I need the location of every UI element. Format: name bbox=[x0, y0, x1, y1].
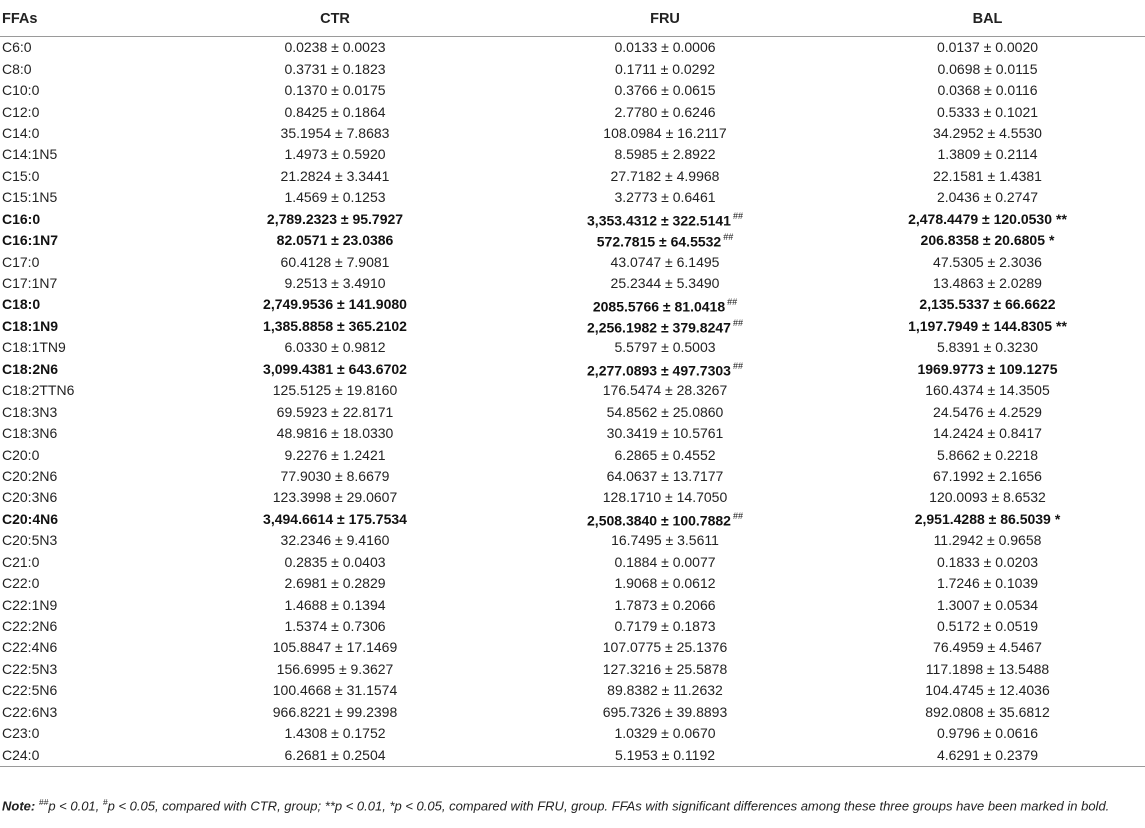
fru-value-cell bbox=[500, 487, 830, 508]
ffa-name-cell: C16:1N7 bbox=[2, 232, 59, 249]
header-bal: BAL bbox=[830, 2, 1145, 37]
bal-value: 1,197.7949 ± 144.8305 bbox=[908, 317, 1053, 334]
fru-value-cell bbox=[500, 573, 830, 594]
bal-value-cell bbox=[830, 273, 1145, 294]
ctr-value-cell: 1.4973 ± 0.5920 bbox=[284, 146, 386, 163]
fru-value: 107.0775 ± 25.1376 bbox=[602, 639, 728, 656]
fru-value-cell bbox=[500, 273, 830, 294]
ctr-value-cell: 3,494.6614 ± 175.7534 bbox=[263, 510, 407, 527]
fru-value-cell bbox=[500, 58, 830, 79]
table-row bbox=[0, 230, 1145, 251]
fru-value-cell bbox=[500, 744, 830, 766]
ctr-value-cell: 2.6981 ± 0.2829 bbox=[284, 575, 386, 592]
ffa-name-cell: C22:0 bbox=[2, 575, 40, 592]
ffa-name-cell: C22:4N6 bbox=[2, 639, 58, 656]
fru-value-cell bbox=[500, 530, 830, 551]
ctr-value-cell: 1.5374 ± 0.7306 bbox=[284, 618, 386, 635]
table-row bbox=[0, 594, 1145, 615]
fru-value: 176.5474 ± 28.3267 bbox=[602, 382, 728, 399]
fru-value-cell bbox=[500, 187, 830, 208]
ffa-name-cell: C21:0 bbox=[2, 553, 40, 570]
bal-value-cell bbox=[830, 573, 1145, 594]
ctr-value-cell: 0.0238 ± 0.0023 bbox=[284, 39, 386, 56]
fru-value-cell bbox=[500, 401, 830, 422]
bal-value: 0.5172 ± 0.0519 bbox=[936, 618, 1039, 635]
fru-value: 6.2865 ± 0.4552 bbox=[614, 446, 716, 463]
bal-value: 1.7246 ± 0.1039 bbox=[936, 575, 1039, 592]
fru-significance-mark: ## bbox=[732, 210, 743, 221]
bal-value-cell bbox=[830, 58, 1145, 79]
ffa-name-cell: C6:0 bbox=[2, 39, 32, 56]
fru-value-cell bbox=[500, 337, 830, 358]
bal-value-cell bbox=[830, 401, 1145, 422]
fru-value: 2.7780 ± 0.6246 bbox=[614, 103, 716, 120]
bal-value-cell bbox=[830, 509, 1145, 530]
ctr-value-cell: 48.9816 ± 18.0330 bbox=[276, 425, 394, 442]
table-row bbox=[0, 166, 1145, 187]
ctr-value-cell: 0.2835 ± 0.0403 bbox=[284, 553, 386, 570]
ctr-value-cell: 9.2276 ± 1.2421 bbox=[284, 446, 386, 463]
bal-value-cell bbox=[830, 80, 1145, 101]
bal-value-cell bbox=[830, 552, 1145, 573]
ctr-value-cell: 105.8847 ± 17.1469 bbox=[272, 639, 398, 656]
ctr-value-cell: 21.2824 ± 3.3441 bbox=[280, 167, 390, 184]
table-row bbox=[0, 80, 1145, 101]
fru-value-cell bbox=[500, 659, 830, 680]
fru-value: 54.8562 ± 25.0860 bbox=[606, 403, 724, 420]
ffa-name-cell: C12:0 bbox=[2, 103, 40, 120]
ctr-value-cell: 1.4569 ± 0.1253 bbox=[284, 189, 386, 206]
ffa-name-cell: C18:3N6 bbox=[2, 425, 58, 442]
fru-value-cell bbox=[500, 380, 830, 401]
table-row bbox=[0, 723, 1145, 744]
fru-value-cell bbox=[500, 144, 830, 165]
fru-value-cell bbox=[500, 466, 830, 487]
ffa-name-cell: C22:5N3 bbox=[2, 660, 58, 677]
bal-value: 34.2952 ± 4.5530 bbox=[933, 124, 1042, 141]
fru-value: 64.0637 ± 13.7177 bbox=[606, 467, 724, 484]
bal-value-cell bbox=[830, 294, 1145, 315]
bal-value: 1.3007 ± 0.0534 bbox=[936, 596, 1039, 613]
fru-value: 25.2344 ± 5.3490 bbox=[610, 275, 720, 292]
fru-value: 1.0329 ± 0.0670 bbox=[614, 725, 716, 742]
bal-value: 11.2942 ± 0.9658 bbox=[933, 532, 1042, 549]
table-row bbox=[0, 616, 1145, 637]
fru-value: 0.7179 ± 0.1873 bbox=[614, 618, 716, 635]
bal-value: 5.8391 ± 0.3230 bbox=[936, 339, 1039, 356]
fru-value: 108.0984 ± 16.2117 bbox=[603, 124, 727, 141]
fru-value-cell bbox=[500, 166, 830, 187]
table-row bbox=[0, 251, 1145, 272]
ffa-name-cell: C20:4N6 bbox=[2, 510, 59, 527]
fru-value-cell bbox=[500, 723, 830, 744]
bal-value: 22.1581 ± 1.4381 bbox=[933, 167, 1042, 184]
ctr-value-cell: 156.6995 ± 9.3627 bbox=[276, 660, 394, 677]
bal-value-cell bbox=[830, 702, 1145, 723]
bal-value: 2.0436 ± 0.2747 bbox=[936, 189, 1039, 206]
fru-value: 3,353.4312 ± 322.5141 bbox=[587, 212, 731, 229]
fru-significance-mark: ## bbox=[732, 318, 743, 329]
ffa-name-cell: C16:0 bbox=[2, 210, 41, 227]
bal-value-cell bbox=[830, 230, 1145, 251]
bal-value: 1969.9773 ± 109.1275 bbox=[917, 360, 1058, 377]
bal-value-cell bbox=[830, 680, 1145, 701]
bal-value-cell bbox=[830, 187, 1145, 208]
ctr-value-cell: 35.1954 ± 7.8683 bbox=[280, 124, 390, 141]
ctr-value-cell: 2,789.2323 ± 95.7927 bbox=[266, 210, 404, 227]
fru-value: 695.7326 ± 39.8893 bbox=[602, 703, 728, 720]
fru-value: 43.0747 ± 6.1495 bbox=[610, 253, 720, 270]
bal-value: 2,478.4479 ± 120.0530 bbox=[908, 210, 1053, 227]
ctr-value-cell: 1.4308 ± 0.1752 bbox=[284, 725, 386, 742]
bal-value-cell bbox=[830, 209, 1145, 230]
fru-value: 89.8382 ± 11.2632 bbox=[607, 682, 723, 699]
bal-significance-mark: * bbox=[1049, 232, 1055, 249]
fru-value: 2,508.3840 ± 100.7882 bbox=[587, 512, 731, 529]
ffa-name-cell: C18:0 bbox=[2, 296, 41, 313]
fru-value: 0.1711 ± 0.0292 bbox=[614, 60, 716, 77]
fru-value: 5.1953 ± 0.1192 bbox=[614, 746, 716, 763]
ffa-name-cell: C18:1TN9 bbox=[2, 339, 66, 356]
table-row bbox=[0, 659, 1145, 680]
bal-value: 117.1898 ± 13.5488 bbox=[925, 660, 1050, 677]
fru-value: 16.7495 ± 3.5611 bbox=[611, 532, 719, 549]
fru-value-cell bbox=[500, 702, 830, 723]
fru-value: 0.1884 ± 0.0077 bbox=[614, 553, 716, 570]
ffa-name-cell: C18:1N9 bbox=[2, 317, 59, 334]
table-row bbox=[0, 744, 1145, 766]
bal-value-cell bbox=[830, 616, 1145, 637]
bal-value-cell bbox=[830, 359, 1145, 380]
fru-value-cell bbox=[500, 637, 830, 658]
bal-value-cell bbox=[830, 744, 1145, 766]
header-ffas: FFAs bbox=[0, 2, 170, 37]
fru-value: 1.9068 ± 0.0612 bbox=[614, 575, 716, 592]
fru-significance-mark: ## bbox=[727, 296, 738, 307]
ctr-value-cell: 3,099.4381 ± 643.6702 bbox=[263, 360, 407, 377]
table-row bbox=[0, 37, 1145, 59]
fru-value-cell bbox=[500, 316, 830, 337]
ctr-value-cell: 69.5923 ± 22.8171 bbox=[276, 403, 394, 420]
ffa-name-cell: C24:0 bbox=[0, 744, 170, 766]
fru-value-cell bbox=[500, 37, 830, 59]
bal-value: 24.5476 ± 4.2529 bbox=[933, 403, 1042, 420]
fru-value-cell bbox=[500, 444, 830, 465]
bal-value-cell bbox=[830, 380, 1145, 401]
ctr-value-cell: 123.3998 ± 29.0607 bbox=[272, 489, 398, 506]
bal-value: 0.0137 ± 0.0020 bbox=[936, 39, 1039, 56]
fru-value: 3.2773 ± 0.6461 bbox=[614, 189, 716, 206]
bal-value-cell bbox=[830, 594, 1145, 615]
table-row bbox=[0, 316, 1145, 337]
bal-value: 1.3809 ± 0.2114 bbox=[937, 146, 1038, 163]
table-row bbox=[0, 509, 1145, 530]
table-row bbox=[0, 466, 1145, 487]
fru-value-cell bbox=[500, 616, 830, 637]
fru-value: 572.7815 ± 64.5532 bbox=[596, 233, 722, 250]
table-row bbox=[0, 702, 1145, 723]
fru-value: 128.1710 ± 14.7050 bbox=[602, 489, 728, 506]
ffa-name-cell: C22:2N6 bbox=[2, 618, 58, 635]
ctr-value-cell: 0.3731 ± 0.1823 bbox=[284, 60, 386, 77]
ctr-value-cell: 100.4668 ± 31.1574 bbox=[272, 682, 398, 699]
fru-value-cell bbox=[500, 251, 830, 272]
table-footnote bbox=[2, 793, 1140, 815]
ctr-value-cell: 6.2681 ± 0.2504 bbox=[170, 744, 500, 766]
ctr-value-cell: 1.4688 ± 0.1394 bbox=[284, 596, 386, 613]
ffa-name-cell: C10:0 bbox=[2, 82, 40, 99]
ffa-name-cell: C17:0 bbox=[2, 253, 40, 270]
bal-significance-mark: ** bbox=[1056, 317, 1067, 334]
table-row bbox=[0, 273, 1145, 294]
ffa-name-cell: C22:1N9 bbox=[2, 596, 58, 613]
table-row bbox=[0, 637, 1145, 658]
note-sup-double-hash: ## bbox=[38, 797, 49, 807]
table-row bbox=[0, 144, 1145, 165]
bal-value-cell bbox=[830, 723, 1145, 744]
ffa-name-cell: C18:2TTN6 bbox=[2, 382, 75, 399]
table-row bbox=[0, 58, 1145, 79]
bal-value: 0.5333 ± 0.1021 bbox=[936, 103, 1039, 120]
fru-value-cell bbox=[500, 423, 830, 444]
ctr-value-cell: 0.1370 ± 0.0175 bbox=[284, 82, 386, 99]
bal-value: 160.4374 ± 14.3505 bbox=[925, 382, 1050, 399]
fru-value: 2,277.0893 ± 497.7303 bbox=[587, 362, 731, 379]
bal-value-cell bbox=[830, 530, 1145, 551]
table-row bbox=[0, 123, 1145, 144]
ffa-name-cell: C17:1N7 bbox=[2, 275, 58, 292]
fru-value: 0.0133 ± 0.0006 bbox=[614, 39, 716, 56]
fru-value-cell bbox=[500, 80, 830, 101]
fru-value: 30.3419 ± 10.5761 bbox=[606, 425, 724, 442]
table-row bbox=[0, 209, 1145, 230]
bal-significance-mark: * bbox=[1054, 510, 1061, 527]
bal-value: 120.0093 ± 8.6532 bbox=[929, 489, 1046, 506]
fru-value-cell bbox=[500, 359, 830, 380]
ffa-name-cell: C22:6N3 bbox=[2, 703, 58, 720]
fru-value-cell bbox=[500, 209, 830, 230]
fru-value: 0.3766 ± 0.0615 bbox=[614, 82, 716, 99]
bal-value: 0.9796 ± 0.0616 bbox=[936, 725, 1039, 742]
header-ctr: CTR bbox=[170, 2, 500, 37]
ffa-name-cell: C14:0 bbox=[2, 124, 40, 141]
note-label: Note: bbox=[2, 798, 36, 814]
bal-value: 0.0368 ± 0.0116 bbox=[937, 82, 1038, 99]
bal-value: 2,135.5337 ± 66.6622 bbox=[919, 296, 1056, 313]
table-row bbox=[0, 530, 1145, 551]
fru-value-cell bbox=[500, 594, 830, 615]
bal-value: 13.4863 ± 2.0289 bbox=[933, 275, 1042, 292]
fru-value-cell bbox=[500, 101, 830, 122]
ffa-name-cell: C15:0 bbox=[2, 167, 40, 184]
bal-value-cell bbox=[830, 37, 1145, 59]
bal-significance-mark: ** bbox=[1056, 210, 1067, 227]
ffa-name-cell: C23:0 bbox=[2, 725, 40, 742]
bal-value-cell bbox=[830, 637, 1145, 658]
bal-value-cell bbox=[830, 101, 1145, 122]
table-body bbox=[0, 37, 1145, 767]
ffa-name-cell: C20:0 bbox=[2, 446, 40, 463]
ffa-name-cell: C18:2N6 bbox=[2, 360, 59, 377]
ffa-name-cell: C18:3N3 bbox=[2, 403, 58, 420]
fru-value: 1.7873 ± 0.2066 bbox=[614, 596, 716, 613]
bal-value-cell bbox=[830, 659, 1145, 680]
fru-value-cell bbox=[500, 294, 830, 315]
ctr-value-cell: 6.0330 ± 0.9812 bbox=[284, 339, 386, 356]
fru-value: 2085.5766 ± 81.0418 bbox=[592, 298, 726, 315]
table-row bbox=[0, 359, 1145, 380]
ffa-name-cell: C14:1N5 bbox=[2, 146, 58, 163]
bal-value-cell bbox=[830, 166, 1145, 187]
table-row bbox=[0, 337, 1145, 358]
table-row bbox=[0, 294, 1145, 315]
fru-value-cell bbox=[500, 123, 830, 144]
note-text-1: p < 0.01, bbox=[48, 798, 103, 814]
table-row bbox=[0, 401, 1145, 422]
ffa-name-cell: C20:2N6 bbox=[2, 467, 58, 484]
bal-value: 4.6291 ± 0.2379 bbox=[936, 746, 1039, 763]
ctr-value-cell: 125.5125 ± 19.8160 bbox=[272, 382, 398, 399]
ctr-value-cell: 32.2346 ± 9.4160 bbox=[280, 532, 390, 549]
bal-value-cell bbox=[830, 423, 1145, 444]
ctr-value-cell: 77.9030 ± 8.6679 bbox=[280, 467, 390, 484]
bal-value-cell bbox=[830, 337, 1145, 358]
bal-value: 76.4959 ± 4.5467 bbox=[933, 639, 1042, 656]
ffa-name-cell: C20:3N6 bbox=[2, 489, 58, 506]
ctr-value-cell: 9.2513 ± 3.4910 bbox=[284, 275, 386, 292]
bal-value-cell bbox=[830, 316, 1145, 337]
ctr-value-cell: 966.8221 ± 99.2398 bbox=[272, 703, 398, 720]
fru-value-cell bbox=[500, 230, 830, 251]
fru-significance-mark: ## bbox=[732, 511, 743, 522]
ffa-name-cell: C22:5N6 bbox=[2, 682, 58, 699]
bal-value-cell bbox=[830, 444, 1145, 465]
table-row bbox=[0, 187, 1145, 208]
bal-value: 14.2424 ± 0.8417 bbox=[933, 425, 1042, 442]
bal-value: 0.0698 ± 0.0115 bbox=[937, 60, 1038, 77]
header-row bbox=[0, 2, 1145, 37]
table-header bbox=[0, 2, 1145, 37]
table-row bbox=[0, 573, 1145, 594]
table-row bbox=[0, 423, 1145, 444]
table-row bbox=[0, 444, 1145, 465]
bal-value: 206.8358 ± 20.6805 bbox=[920, 232, 1045, 249]
fru-value: 8.5985 ± 2.8922 bbox=[614, 146, 716, 163]
ffa-name-cell: C20:5N3 bbox=[2, 532, 58, 549]
bal-value-cell bbox=[830, 466, 1145, 487]
fru-value: 5.5797 ± 0.5003 bbox=[614, 339, 716, 356]
bal-value: 0.1833 ± 0.0203 bbox=[936, 553, 1039, 570]
bal-value: 104.4745 ± 12.4036 bbox=[925, 682, 1050, 699]
bal-value-cell bbox=[830, 144, 1145, 165]
bal-value: 5.8662 ± 0.2218 bbox=[936, 446, 1039, 463]
ffa-name-cell: C8:0 bbox=[2, 60, 32, 77]
bal-value-cell bbox=[830, 123, 1145, 144]
bal-value: 892.0808 ± 35.6812 bbox=[925, 703, 1050, 720]
bal-value: 2,951.4288 ± 86.5039 bbox=[914, 510, 1051, 527]
table-row bbox=[0, 680, 1145, 701]
header-fru: FRU bbox=[500, 2, 830, 37]
bal-value-cell bbox=[830, 487, 1145, 508]
table-row bbox=[0, 487, 1145, 508]
bal-value: 47.5305 ± 2.3036 bbox=[933, 253, 1042, 270]
ffa-name-cell: C15:1N5 bbox=[2, 189, 58, 206]
fru-value-cell bbox=[500, 552, 830, 573]
note-sup-hash: # bbox=[102, 797, 108, 807]
ctr-value-cell: 82.0571 ± 23.0386 bbox=[276, 232, 394, 249]
fru-value-cell bbox=[500, 680, 830, 701]
table-row bbox=[0, 101, 1145, 122]
table-row bbox=[0, 552, 1145, 573]
fru-value: 127.3216 ± 25.5878 bbox=[602, 660, 728, 677]
table-row bbox=[0, 380, 1145, 401]
ctr-value-cell: 0.8425 ± 0.1864 bbox=[284, 103, 386, 120]
ctr-value-cell: 1,385.8858 ± 365.2102 bbox=[263, 317, 407, 334]
ffa-data-table bbox=[0, 2, 1145, 767]
fru-value: 27.7182 ± 4.9968 bbox=[610, 167, 720, 184]
bal-value-cell bbox=[830, 251, 1145, 272]
ctr-value-cell: 2,749.9536 ± 141.9080 bbox=[263, 296, 407, 313]
bal-value: 67.1992 ± 2.1656 bbox=[933, 467, 1042, 484]
fru-value: 2,256.1982 ± 379.8247 bbox=[587, 319, 731, 336]
note-text-2: p < 0.05, compared with CTR, group; **p < 0.01, *p < 0.05, compared with FRU, group. FFAs with significant differences among these three groups have been marked in bold. bbox=[107, 798, 1110, 814]
fru-significance-mark: ## bbox=[723, 232, 734, 243]
ctr-value-cell: 60.4128 ± 7.9081 bbox=[280, 253, 390, 270]
fru-significance-mark: ## bbox=[732, 360, 743, 371]
fru-value-cell bbox=[500, 509, 830, 530]
